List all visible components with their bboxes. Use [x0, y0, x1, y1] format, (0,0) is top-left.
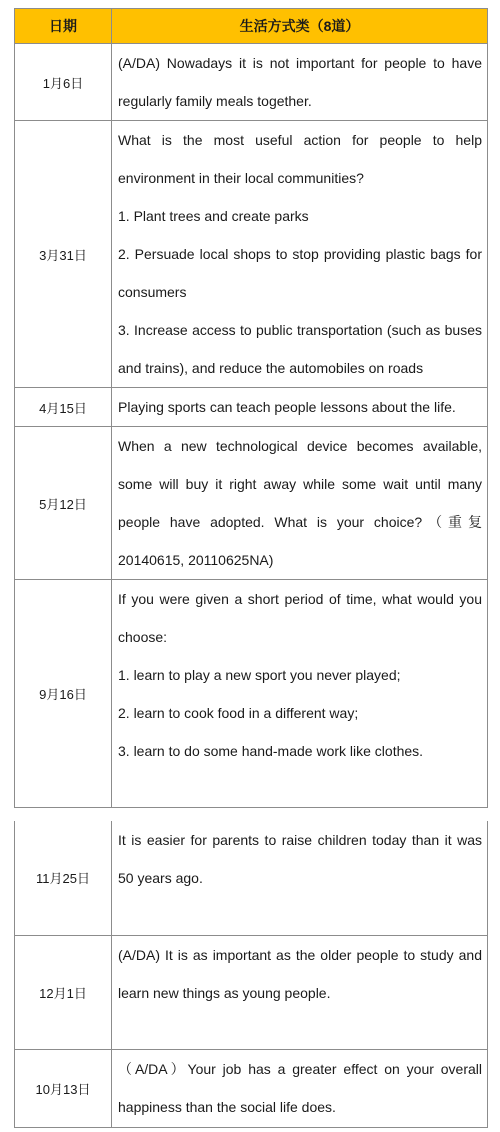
topic-text: When a new technological device becomes available, some will buy it right away while some wait until many people have adopted. What is your choice?（重复 20140615, 20110625NA)	[118, 438, 482, 568]
date-cell: 11月25日	[15, 821, 112, 935]
topic-cell	[112, 427, 488, 580]
option-text: 2. learn to cook food in a different way;	[118, 705, 359, 721]
table-row	[15, 1049, 488, 1127]
option-text: 1. learn to play a new sport you never played;	[118, 667, 401, 683]
option-text: 1. Plant trees and create parks	[118, 208, 309, 224]
table-row	[15, 44, 488, 121]
topics-table-continued	[14, 821, 488, 1128]
topic-cell	[112, 935, 488, 1049]
date-column-header: 日期	[15, 9, 112, 44]
category-column-header: 生活方式类（8道）	[112, 9, 488, 44]
date-cell: 9月16日	[15, 580, 112, 808]
table-row	[15, 388, 488, 427]
date-cell: 4月15日	[15, 388, 112, 427]
table-row	[15, 580, 488, 808]
topic-text: (A/DA) Nowadays it is not important for people to have regularly family meals together.	[118, 55, 482, 109]
topic-cell	[112, 821, 488, 935]
table-row	[15, 427, 488, 580]
table-header-row	[15, 9, 488, 44]
date-cell: 3月31日	[15, 121, 112, 388]
topics-table	[14, 8, 488, 808]
table-row	[15, 935, 488, 1049]
topic-text: （A/DA）Your job has a greater effect on your overall happiness than the social life does.	[118, 1060, 482, 1115]
topic-cell	[112, 121, 488, 388]
topic-text: Playing sports can teach people lessons about the life.	[118, 399, 456, 415]
topic-text: It is easier for parents to raise children today than it was 50 years ago.	[118, 832, 482, 886]
table-row	[15, 121, 488, 388]
date-cell: 10月13日	[15, 1049, 112, 1127]
option-text: 3. Increase access to public transportation (such as buses and trains), and reduce the automobiles on roads	[118, 322, 482, 376]
date-cell: 1月6日	[15, 44, 112, 121]
date-cell: 5月12日	[15, 427, 112, 580]
topic-cell	[112, 580, 488, 808]
option-text: 2. Persuade local shops to stop providing plastic bags for consumers	[118, 246, 482, 300]
table-row	[15, 821, 488, 935]
topic-cell	[112, 388, 488, 427]
topic-cell	[112, 44, 488, 121]
topic-text: If you were given a short period of time, what would you choose:	[118, 591, 482, 645]
topic-cell	[112, 1049, 488, 1127]
topic-text: (A/DA) It is as important as the older people to study and learn new things as young people.	[118, 946, 482, 1001]
date-cell: 12月1日	[15, 935, 112, 1049]
topic-text: What is the most useful action for people to help environment in their local communities?	[118, 132, 482, 186]
option-text: 3. learn to do some hand-made work like clothes.	[118, 743, 424, 759]
